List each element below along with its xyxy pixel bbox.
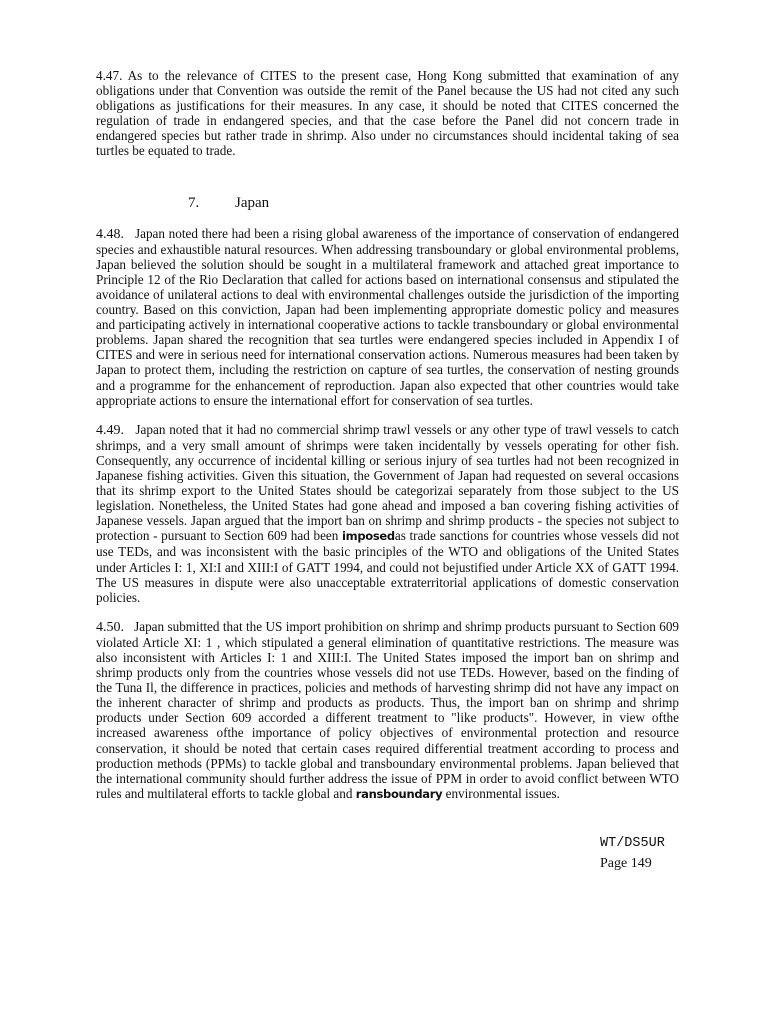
paragraph-4-50	[96, 619, 679, 802]
paragraph-4-49	[96, 422, 679, 605]
section-heading-japan	[96, 194, 679, 212]
paragraph-4-50-text-a: Japan submitted that the US import prohibition on shrimp and shrimp products pursuant to Section 609 violated Article XI: 1 , which stipulated a general elimination of quantitative restrictions. The measure was also inconsistent with Articles I: 1 and XIII:I. The United States imposed the import ban on shrimp and shrimp products only from the countries whose vessels did not use TEDs. However, based on the finding of the Tuna Il, the difference in practices, policies and methods of harvesting shrimp did not have any impact on the inherent character of shrimp and products as products. Thus, the import ban on shrimp and shrimp products under Section 609 accorded a different treatment to "like products". However, in view ofthe increased awareness ofthe importance of policy objectives of environmental protection and resource conservation, it should be noted that certain cases required differential treatment according to process and production methods (PPMs) to tackle global and transboundary environmental problems. Japan believed that the international community should further address the issue of PPM in order to avoid conflict between WTO rules and multilateral efforts to tackle global and	[96, 618, 680, 801]
paragraph-number: 4.48.	[96, 226, 124, 242]
section-title: Japan	[235, 194, 270, 211]
paragraph-4-48	[96, 226, 679, 408]
paragraph-4-49-text-a: Japan noted that it had no commercial shrimp trawl vessels or any other type of trawl vessels to catch shrimps, and a very small amount of shrimps were taken incidentally by vessels operating for other fish. Consequently, any occurrence of incidental killing or serious injury of sea turtles had not been recognized in Japanese fishing activities. Given this situation, the Government of Japan had requested on several occasions that its shrimp export to the United States should be categorizai separately from those subject to the US legislation. Nonetheless, the United States had gone ahead and imposed a ban covering fishing activities of Japanese vessels. Japan argued that the import ban on shrimp and shrimp products - the species not subject to protection - pursuant to Section 609 had been	[96, 421, 679, 544]
paragraph-4-47-text: 4.47. As to the relevance of CITES to the present case, Hong Kong submitted that examination of any obligations under that Convention was outside the remit of the Panel because the US had not cited any such obligations as justifications for their measures. In any case, it should be noted that CITES concerned the regulation of trade in endangered species, and that the case before the Panel did not concern trade in endangered species but rather trade in shrimp. Also under no circumstances should incidental taking of sea turtles be equated to trade.	[96, 68, 679, 159]
paragraph-4-49-text-b: as trade sanctions for countries whose vessels did not use TEDs, and was inconsistent with the basic principles of the WTO and obligations of the United States under Articles I: 1, XI:I and XIII:I of GATT 1994, and could not bejustified under Article XX of GATT 1994. The US measures in dispute were also unacceptable extraterritorial applications of domestic conservation policies.	[96, 528, 679, 605]
overprinted-word: imposed	[342, 529, 395, 544]
paragraph-4-50-text-b: environmental issues.	[442, 785, 560, 801]
overprinted-word: ransboundary	[355, 786, 443, 801]
document-code: WT/DS5UR	[600, 836, 665, 851]
paragraph-number: 4.50.	[96, 619, 124, 635]
section-number: 7.	[188, 194, 200, 211]
page-number: Page 149	[600, 856, 652, 871]
paragraph-number: 4.49.	[96, 422, 124, 438]
page-footer	[600, 834, 665, 874]
paragraph-4-48-text: Japan noted there had been a rising global awareness of the importance of conservation of endangered species and exhaustible natural resources. When addressing transboundary or global environmental problems, Japan believed the solution should be sought in a multilateral framework and attached great importance to Principle 12 of the Rio Declaration that called for actions based on international consensus and stipulated the avoidance of unilateral actions to deal with environmental challenges outside the jurisdiction of the importing country. Based on this conviction, Japan had been implementing appropriate domestic policy and measures and participating actively in international cooperative actions to tackle transboundary or global environmental problems. Japan shared the recognition that sea turtles were endangered species included in Appendix I of CITES and were in serious need for international conservation actions. Numerous measures had been taken by Japan to protect them, including the restriction on capture of sea turtles, the conservation of nesting grounds and a programme for the enhancement of reproduction. Japan also expected that other countries would take appropriate actions to ensure the international effort for conservation of sea turtles.	[96, 225, 679, 408]
paragraph-4-47	[96, 68, 679, 159]
document-page	[96, 68, 679, 802]
